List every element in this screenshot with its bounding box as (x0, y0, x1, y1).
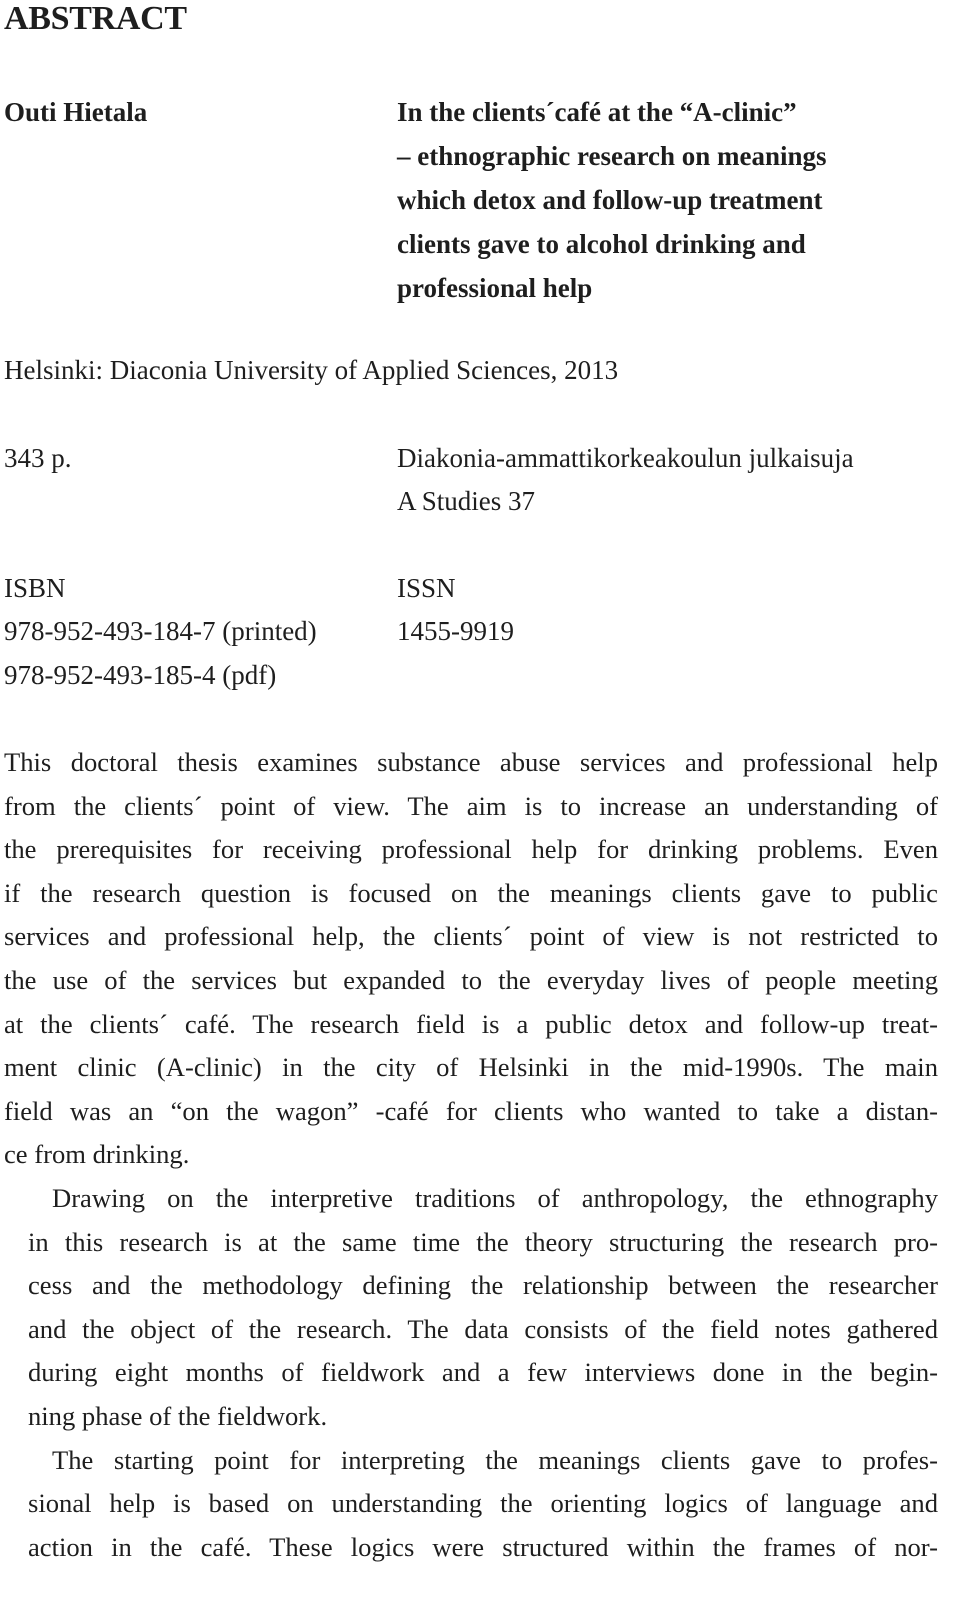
paragraph-line: services and professional help, the clients´ point of view is not restricted to (4, 921, 938, 952)
paragraph-line: action in the café. These logics were structured within the frames of nor- (28, 1531, 938, 1562)
series-number: A Studies 37 (397, 486, 536, 516)
title-line: clients gave to alcohol drinking and (397, 229, 806, 259)
paragraph-line: sional help is based on understanding the orienting logics of language and (28, 1488, 938, 1519)
paragraph-line: and the object of the research. The data consists of the field notes gathered (28, 1313, 938, 1344)
abstract-paragraph (4, 1439, 938, 1570)
paragraph-line: the use of the services but expanded to the everyday lives of people meeting (4, 964, 938, 995)
paragraph-line: ment clinic (A-clinic) in the city of Helsinki in the mid-1990s. The main (4, 1052, 938, 1083)
paragraph-line: ning phase of the fieldwork. (28, 1400, 328, 1431)
title-line: which detox and follow-up treatment (397, 185, 823, 215)
abstract-body (4, 741, 938, 1569)
issn-label: ISSN (397, 573, 456, 603)
paragraph-line: field was an “on the wagon” -café for clients who wanted to take a distan- (4, 1095, 938, 1126)
paragraph-line: from the clients´ point of view. The aim is to increase an understanding of (4, 790, 938, 821)
thesis-title (397, 90, 937, 310)
paragraph-line: the prerequisites for receiving professional help for drinking problems. Even (4, 834, 938, 865)
page-heading: ABSTRACT (4, 0, 187, 37)
paragraph-line: if the research question is focused on the meanings clients gave to public (4, 877, 938, 908)
series-name: Diakonia-ammattikorkeakoulun julkaisuja (397, 443, 854, 473)
paragraph-line: cess and the methodology defining the relationship between the researcher (28, 1270, 938, 1301)
title-line: – ethnographic research on meanings (397, 141, 827, 171)
paragraph-line: The starting point for interpreting the meanings clients gave to profes- (52, 1444, 938, 1475)
paragraph-line: Drawing on the interpretive traditions of anthropology, the ethnography (52, 1182, 938, 1213)
author-name: Outi Hietala (4, 97, 148, 127)
paragraph-line: at the clients´ café. The research field is a public detox and follow-up treat- (4, 1008, 938, 1039)
isbn-pdf: 978-952-493-185-4 (pdf) (4, 660, 277, 690)
title-line: professional help (397, 273, 593, 303)
isbn-label: ISBN (4, 573, 66, 603)
paragraph-line: This doctoral thesis examines substance abuse services and professional help (4, 747, 938, 777)
issn-value: 1455-9919 (397, 616, 514, 646)
publisher-line: Helsinki: Diaconia University of Applied Sciences, 2013 (4, 355, 619, 385)
paragraph-line: during eight months of fieldwork and a few interviews done in the begin- (28, 1357, 938, 1388)
isbn-printed: 978-952-493-184-7 (printed) (4, 616, 317, 646)
page-count: 343 p. (4, 443, 72, 473)
abstract-paragraph (4, 1177, 938, 1439)
abstract-paragraph (4, 741, 938, 1177)
paragraph-line: ce from drinking. (4, 1139, 190, 1170)
paragraph-line: in this research is at the same time the theory structuring the research pro- (28, 1226, 938, 1257)
title-line: In the clients´café at the “A-clinic” (397, 97, 797, 127)
